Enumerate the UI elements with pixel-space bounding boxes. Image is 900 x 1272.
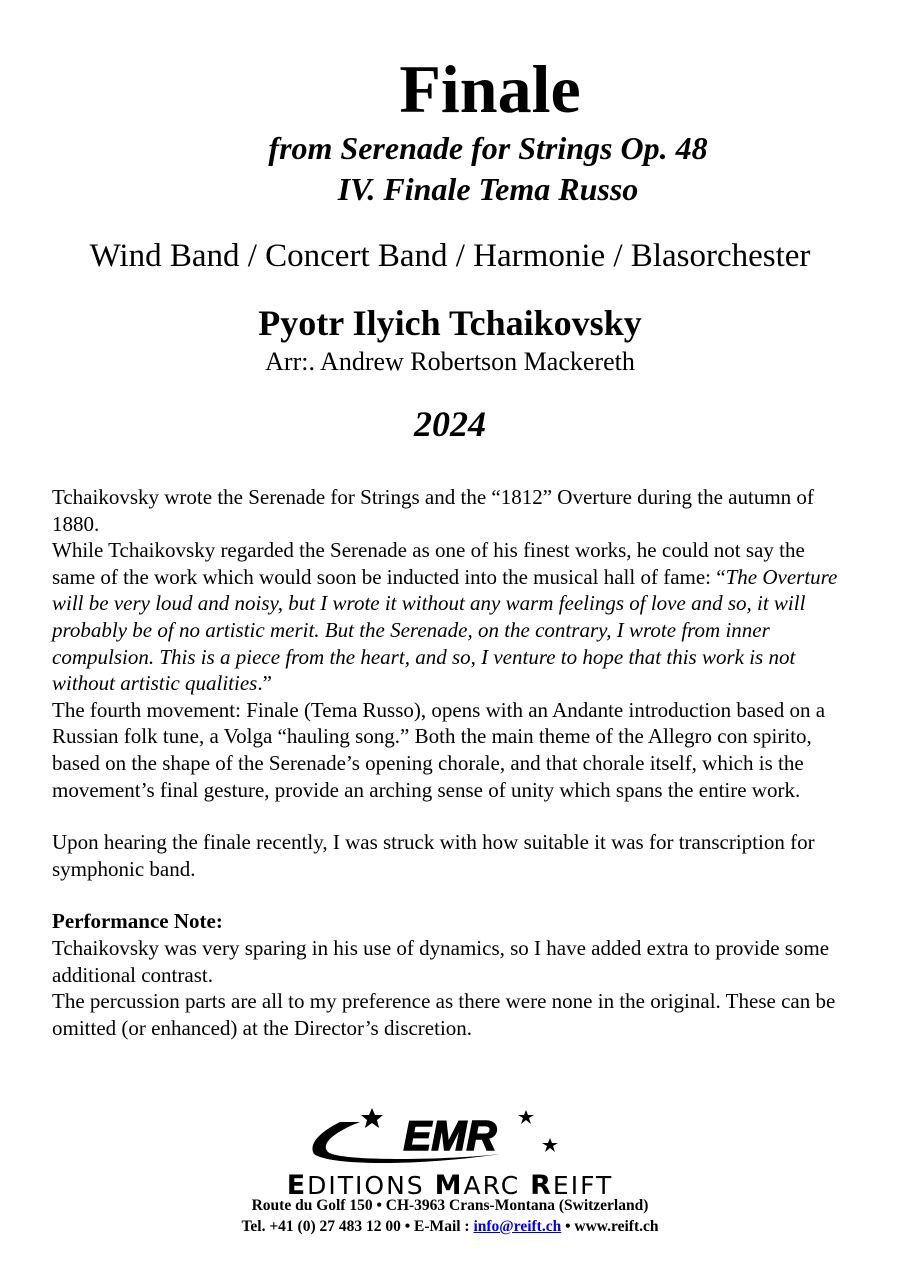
year: 2024 [414, 404, 486, 444]
arranger-name: Arr:. Andrew Robertson Mackereth [265, 347, 635, 376]
page-title: Finale [399, 51, 581, 127]
paragraph-history: Tchaikovsky wrote the Serenade for Strings and the “1812” Overture during the autumn of 1880. [52, 485, 814, 536]
quote-end: .” [257, 671, 272, 696]
subtitle-movement: IV. Finale Tema Russo [337, 171, 639, 207]
paragraph-quote [52, 537, 852, 697]
performance-note-percussion: The percussion parts are all to my preference as there were none in the original. These can be omitted (or enhanced) at the Director’s discretion. [52, 989, 836, 1040]
program-notes [52, 484, 852, 1041]
publisher-name: EDITIONS MARC REIFT [286, 1170, 614, 1201]
publisher-address: Route du Golf 150 • CH-3963 Crans-Montana (Switzerland) [251, 1197, 649, 1214]
star-icon [542, 1138, 558, 1152]
svg-text:EMR: EMR [403, 1112, 497, 1159]
email-link[interactable]: info@reift.ch [473, 1218, 562, 1235]
quote-intro: While Tchaikovsky regarded the Serenade as one of his finest works, he could not say the same of the work which would soon be inducted into the musical hall of fame: “ [52, 538, 805, 589]
instrumentation: Wind Band / Concert Band / Harmonie / Blasorchester [89, 238, 811, 274]
emr-logo [300, 1104, 568, 1168]
subtitle-work: from Serenade for Strings Op. 48 [268, 130, 708, 166]
paragraph-transcription: Upon hearing the finale recently, I was struck with how suitable it was for transcription for symphonic band. [52, 830, 815, 881]
publisher-contact: Tel. +41 (0) 27 483 12 00 • E-Mail : info@reift.ch • www.reift.ch [241, 1218, 659, 1235]
composer-name: Pyotr Ilyich Tchaikovsky [258, 303, 642, 343]
performance-note-dynamics: Tchaikovsky was very sparing in his use of dynamics, so I have added extra to provide some additional contrast. [52, 935, 830, 987]
performance-note-title: Performance Note: [52, 909, 223, 934]
quote-text: The Overture will be very loud and noisy, but I wrote it without any warm feelings of love and so, it will probably be of no artistic merit. But the Serenade, on the contrary, I wrote from inner compulsion. This is a piece from the heart, and so, I venture to hope that this work is not without artistic qualities [52, 564, 838, 696]
star-icon [361, 1108, 383, 1128]
paragraph-movement: The fourth movement: Finale (Tema Russo), opens with an Andante introduction based on a Russian folk tune, a Volga “hauling song.” Both the main theme of the Allegro con spirito, based on the shape of the Serenade’s opening chorale, and that chorale itself, which is the movement’s final gesture, provide an arching sense of unity which spans the entire work. [52, 697, 826, 802]
star-icon [518, 1110, 534, 1124]
